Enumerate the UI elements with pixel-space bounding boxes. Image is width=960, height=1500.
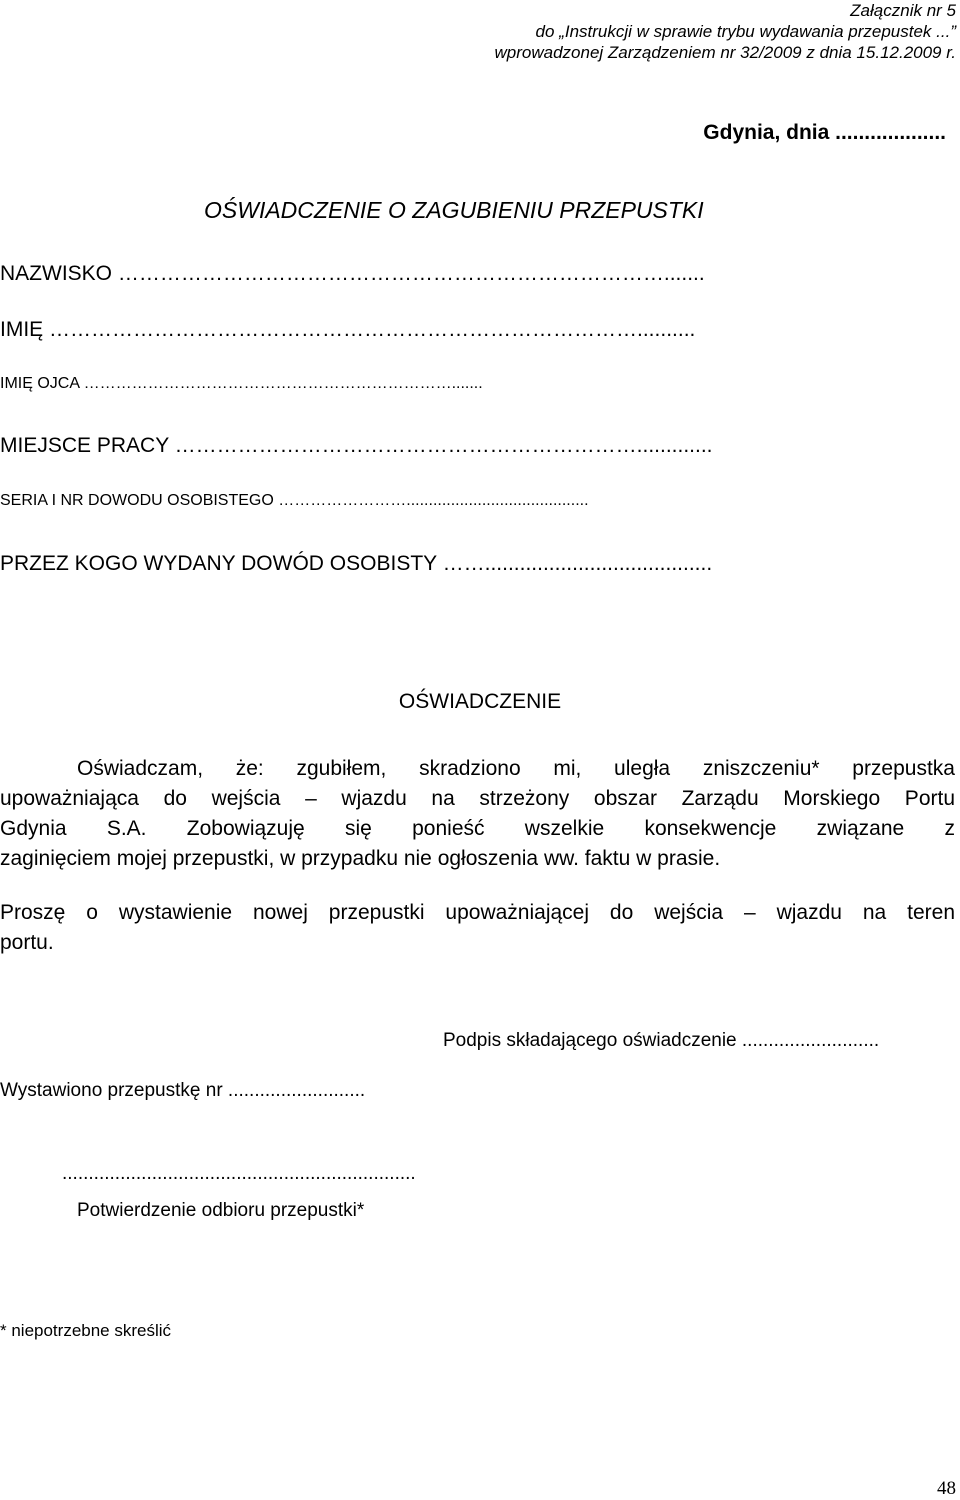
field-surname-dots: …………………………………………………………………….......: [117, 262, 705, 285]
field-father-name-label: IMIĘ OJCA: [0, 375, 80, 392]
field-first-name-dots: …………………………………………………………………………..........: [49, 318, 696, 341]
field-father-name-dots: …………………………………………………………….......: [83, 375, 483, 392]
signature-line[interactable]: Podpis składającego oświadczenie ..........................: [443, 1030, 880, 1051]
field-id-number-label: SERIA I NR DOWODU OSOBISTEGO: [0, 492, 274, 509]
field-workplace-label: MIEJSCE PRACY: [0, 434, 169, 457]
field-id-issuer-label: PRZEZ KOGO WYDANY DOWÓD OSOBISTY: [0, 552, 437, 575]
annex-line-3: wprowadzonej Zarządzeniem nr 32/2009 z dnia 15.12.2009 r.: [494, 43, 956, 62]
paragraph-1-line-2: upoważniająca do wejścia – wjazdu na strzeżony obszar Zarządu Morskiego Portu: [0, 787, 955, 810]
paragraph-2-line-1: Proszę o wystawienie nowej przepustki upoważniającej do wejścia – wjazdu na teren: [0, 901, 955, 924]
page-number: 48: [937, 1478, 956, 1499]
confirmation-signature-dots[interactable]: ...................................................................: [62, 1163, 416, 1184]
declaration-paragraph-2: [0, 898, 955, 958]
field-first-name-label: IMIĘ: [0, 318, 44, 341]
confirmation-label: Potwierdzenie odbioru przepustki*: [77, 1200, 365, 1221]
field-workplace-dots: ………………………………………………………….............: [174, 434, 713, 457]
annex-line-2: do „Instrukcji w sprawie trybu wydawania przepustek ...”: [535, 22, 956, 41]
field-father-name[interactable]: [0, 375, 483, 393]
date-line: Gdynia, dnia ...................: [703, 121, 946, 144]
declaration-paragraph-1: [0, 754, 955, 874]
field-id-issuer-dots: …….......................................: [442, 552, 713, 575]
declaration-heading: OŚWIADCZENIE: [398, 690, 562, 713]
paragraph-1-line-3: Gdynia S.A. Zobowiązuję się ponieść wszelkie konsekwencje związane z: [0, 817, 955, 840]
issued-pass-number[interactable]: Wystawiono przepustkę nr ..........................: [0, 1080, 366, 1101]
field-workplace[interactable]: [0, 434, 713, 458]
document-title: OŚWIADCZENIE O ZAGUBIENIU PRZEPUSTKI: [204, 197, 704, 223]
paragraph-1-line-4: zaginięciem mojej przepustki, w przypadku nie ogłoszenia ww. faktu w prasie.: [0, 847, 721, 870]
field-surname-label: NAZWISKO: [0, 262, 113, 285]
annex-line-1: Załącznik nr 5: [850, 1, 956, 20]
paragraph-1-line-1: Oświadczam, że: zgubiłem, skradziono mi, uległa zniszczeniu* przepustka: [77, 757, 955, 780]
paragraph-2-line-2: portu.: [0, 931, 54, 954]
footnote: * niepotrzebne skreślić: [0, 1321, 172, 1340]
field-first-name[interactable]: [0, 318, 695, 342]
field-id-number[interactable]: [0, 492, 589, 510]
field-surname[interactable]: [0, 262, 705, 286]
field-id-issuer[interactable]: [0, 552, 712, 576]
field-id-number-dots: …………………….........................................: [278, 492, 589, 509]
